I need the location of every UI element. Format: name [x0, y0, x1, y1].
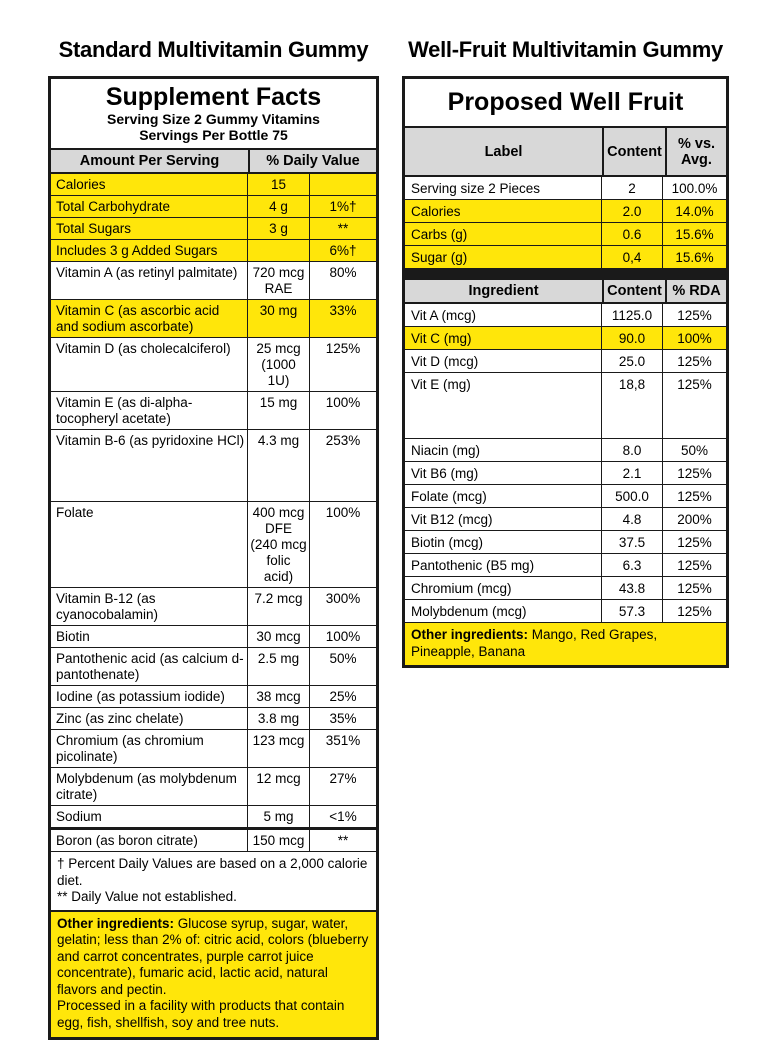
row-content: 6.3	[602, 554, 663, 576]
row-content: 4.8	[602, 508, 663, 530]
row-label: Total Sugars	[51, 218, 248, 239]
row-content: 18,8	[602, 373, 663, 438]
table-row	[51, 240, 376, 262]
table-row	[51, 338, 376, 392]
row-amount	[248, 240, 310, 261]
row-amount: 4.3 mg	[248, 430, 310, 501]
row-content: 500.0	[602, 485, 663, 507]
row-content: 1125.0	[602, 304, 663, 326]
row-label: Folate	[51, 502, 248, 587]
row-content: 25.0	[602, 350, 663, 372]
row-label: Chromium (mcg)	[405, 577, 602, 599]
row-amount: 720 mcg RAE	[248, 262, 310, 299]
row-daily-value: 25%	[329, 688, 357, 704]
table-row	[405, 304, 726, 327]
allergen-note: Processed in a facility with products that contain egg, fish, shellfish, soy and tree nuts.	[57, 998, 345, 1030]
row-amount: 400 mcg DFE (240 mcg folic acid)	[248, 502, 310, 587]
right-top-table-body	[405, 177, 726, 269]
row-content: 43.8	[602, 577, 663, 599]
row-label: Folate (mcg)	[405, 485, 602, 507]
pct-vs-avg-column-header: % vs. Avg.	[677, 135, 716, 168]
row-amount: 15 mg	[248, 392, 310, 429]
table-row	[405, 223, 726, 246]
row-rda: 125%	[677, 376, 712, 392]
table-row	[51, 648, 376, 686]
row-label: Vit E (mg)	[405, 373, 602, 438]
table-row	[405, 246, 726, 269]
row-daily-value: **	[337, 832, 349, 848]
row-daily-value: 253%	[325, 432, 361, 448]
row-amount: 12 mcg	[248, 768, 310, 805]
table-row	[405, 531, 726, 554]
row-label: Sugar (g)	[405, 246, 602, 268]
row-content: 37.5	[602, 531, 663, 553]
other-ingredients-label: Other ingredients:	[57, 915, 175, 931]
row-amount: 2.5 mg	[248, 648, 310, 685]
supplement-facts-header	[51, 79, 376, 150]
row-rda: 50%	[680, 442, 709, 458]
well-fruit-title: Well-Fruit Multivitamin Gummy	[408, 37, 723, 62]
row-label: Vitamin B-12 (as cyanocobalamin)	[51, 588, 248, 625]
row-daily-value: 27%	[329, 770, 357, 786]
row-label: Niacin (mg)	[405, 439, 602, 461]
table-row	[405, 577, 726, 600]
row-daily-value	[310, 174, 376, 195]
footnote-daily-values: † Percent Daily Values are based on a 2,000 calorie diet.	[57, 856, 368, 888]
row-daily-value: 1%†	[329, 198, 357, 214]
table-row	[51, 300, 376, 338]
left-table-body	[51, 174, 376, 852]
standard-gummy-panel	[48, 0, 379, 1040]
row-daily-value: 33%	[329, 302, 357, 318]
row-daily-value: 125%	[325, 340, 361, 356]
table-row	[51, 708, 376, 730]
serving-size-line: Serving Size 2 Gummy Vitamins	[107, 111, 320, 127]
row-label: Pantothenic (B5 mg)	[405, 554, 602, 576]
table-row	[51, 174, 376, 196]
row-label: Vit B6 (mg)	[405, 462, 602, 484]
row-daily-value: 351%	[325, 732, 361, 748]
table-row	[51, 262, 376, 300]
row-label: Serving size 2 Pieces	[405, 177, 602, 199]
table-row	[51, 626, 376, 648]
row-daily-value: <1%	[329, 808, 357, 824]
row-rda: 125%	[677, 580, 712, 596]
left-column-header-row	[51, 150, 376, 174]
row-pct-vs-avg: 15.6%	[675, 226, 714, 242]
row-amount: 4 g	[248, 196, 310, 217]
table-row	[51, 588, 376, 626]
footnote-not-established: ** Daily Value not established.	[57, 889, 237, 904]
row-label: Zinc (as zinc chelate)	[51, 708, 248, 729]
row-label: Pantothenic acid (as calcium d-pantothenate)	[51, 648, 248, 685]
row-rda: 125%	[677, 488, 712, 504]
other-ingredients-text: Glucose syrup, sugar, water, gelatin; less than 2% of: citric acid, colors (blueberry and carrot concentrates, purple carrot juice concentrate), fumaric acid, lactic acid, natural flavors and pectin.	[57, 915, 369, 997]
right-other-ingredients-text: Mango, Red Grapes, Pineapple, Banana	[411, 627, 658, 659]
row-label: Molybdenum (mcg)	[405, 600, 602, 622]
standard-gummy-title: Standard Multivitamin Gummy	[58, 37, 369, 62]
row-rda: 125%	[677, 465, 712, 481]
row-pct-vs-avg: 15.6%	[675, 249, 714, 265]
ingredient-column-header: Ingredient	[405, 280, 604, 302]
table-row	[405, 508, 726, 531]
row-daily-value: 100%	[325, 394, 361, 410]
amount-per-serving-header: Amount Per Serving	[51, 150, 250, 172]
proposed-well-fruit-header: Proposed Well Fruit	[405, 79, 726, 128]
row-daily-value: **	[337, 220, 349, 236]
row-daily-value: 6%†	[329, 242, 357, 258]
right-other-ingredients	[405, 623, 726, 665]
row-daily-value: 300%	[325, 590, 361, 606]
label-column-header: Label	[405, 128, 604, 175]
table-row	[51, 730, 376, 768]
row-label: Vitamin E (as di-alpha-tocopheryl acetate)	[51, 392, 248, 429]
row-label: Includes 3 g Added Sugars	[51, 240, 248, 261]
row-label: Carbs (g)	[405, 223, 602, 245]
table-row	[405, 485, 726, 508]
servings-per-bottle-line: Servings Per Bottle 75	[139, 127, 288, 143]
row-daily-value: 100%	[325, 628, 361, 644]
left-other-ingredients	[51, 912, 376, 1038]
table-row	[405, 462, 726, 485]
row-label: Vit C (mg)	[405, 327, 602, 349]
row-content: 90.0	[602, 327, 663, 349]
table-row	[405, 327, 726, 350]
content-column-header: Content	[604, 128, 667, 175]
table-row	[51, 806, 376, 828]
row-amount: 123 mcg	[248, 730, 310, 767]
table-row	[405, 177, 726, 200]
well-fruit-panel	[402, 0, 729, 668]
row-content: 2.1	[602, 462, 663, 484]
row-label: Total Carbohydrate	[51, 196, 248, 217]
table-row	[51, 218, 376, 240]
table-row	[51, 502, 376, 588]
row-label: Chromium (as chromium picolinate)	[51, 730, 248, 767]
row-label: Vit A (mcg)	[405, 304, 602, 326]
row-content: 0.6	[602, 223, 663, 245]
row-amount: 3.8 mg	[248, 708, 310, 729]
row-label: Calories	[405, 200, 602, 222]
row-amount: 30 mcg	[248, 626, 310, 647]
table-row	[405, 350, 726, 373]
row-label: Biotin	[51, 626, 248, 647]
row-amount: 3 g	[248, 218, 310, 239]
row-amount: 15	[248, 174, 310, 195]
row-label: Vit B12 (mcg)	[405, 508, 602, 530]
table-row	[405, 600, 726, 623]
table-row	[51, 768, 376, 806]
row-amount: 150 mcg	[248, 830, 310, 851]
row-label: Vitamin D (as cholecalciferol)	[51, 338, 248, 391]
row-label: Calories	[51, 174, 248, 195]
row-pct-vs-avg: 14.0%	[675, 203, 714, 219]
right-ingredient-table-body	[405, 304, 726, 623]
table-row	[405, 554, 726, 577]
row-content: 2.0	[602, 200, 663, 222]
table-row	[51, 196, 376, 218]
row-daily-value: 50%	[329, 650, 357, 666]
table-row	[51, 828, 376, 852]
row-label: Vitamin A (as retinyl palmitate)	[51, 262, 248, 299]
row-daily-value: 35%	[329, 710, 357, 726]
row-pct-vs-avg: 100.0%	[671, 180, 718, 196]
row-label: Biotin (mcg)	[405, 531, 602, 553]
row-rda: 125%	[677, 557, 712, 573]
row-rda: 125%	[677, 534, 712, 550]
row-content: 2	[602, 177, 663, 199]
supplement-facts-title: Supplement Facts	[105, 83, 322, 111]
row-rda: 200%	[677, 511, 712, 527]
row-amount: 7.2 mcg	[248, 588, 310, 625]
row-label: Sodium	[51, 806, 248, 827]
right-top-column-header-row	[405, 128, 726, 177]
row-rda: 125%	[677, 353, 712, 369]
rda-column-header: % RDA	[672, 283, 721, 299]
footnote-block	[51, 852, 376, 912]
right-other-ingredients-label: Other ingredients:	[411, 627, 529, 642]
daily-value-header: % Daily Value	[266, 153, 360, 169]
table-row	[51, 686, 376, 708]
table-row	[405, 200, 726, 223]
table-row	[405, 373, 726, 439]
table-row	[51, 392, 376, 430]
row-content: 0,4	[602, 246, 663, 268]
row-rda: 125%	[677, 603, 712, 619]
row-label: Vit D (mcg)	[405, 350, 602, 372]
row-amount: 5 mg	[248, 806, 310, 827]
table-row	[405, 439, 726, 462]
row-label: Boron (as boron citrate)	[51, 830, 248, 851]
ingredient-content-column-header: Content	[604, 280, 667, 302]
row-label: Iodine (as potassium iodide)	[51, 686, 248, 707]
row-amount: 38 mcg	[248, 686, 310, 707]
row-rda: 100%	[677, 330, 712, 346]
supplement-facts-table	[48, 76, 379, 1040]
row-amount: 30 mg	[248, 300, 310, 337]
row-rda: 125%	[677, 307, 712, 323]
black-divider	[405, 269, 726, 280]
ingredient-column-header-row	[405, 280, 726, 304]
row-amount: 25 mcg (1000 1U)	[248, 338, 310, 391]
row-label: Molybdenum (as molybdenum citrate)	[51, 768, 248, 805]
row-content: 8.0	[602, 439, 663, 461]
row-label: Vitamin C (as ascorbic acid and sodium ascorbate)	[51, 300, 248, 337]
row-daily-value: 80%	[329, 264, 357, 280]
well-fruit-table	[402, 76, 729, 668]
row-content: 57.3	[602, 600, 663, 622]
table-row	[51, 430, 376, 502]
row-label: Vitamin B-6 (as pyridoxine HCl)	[51, 430, 248, 501]
row-daily-value: 100%	[325, 504, 361, 520]
